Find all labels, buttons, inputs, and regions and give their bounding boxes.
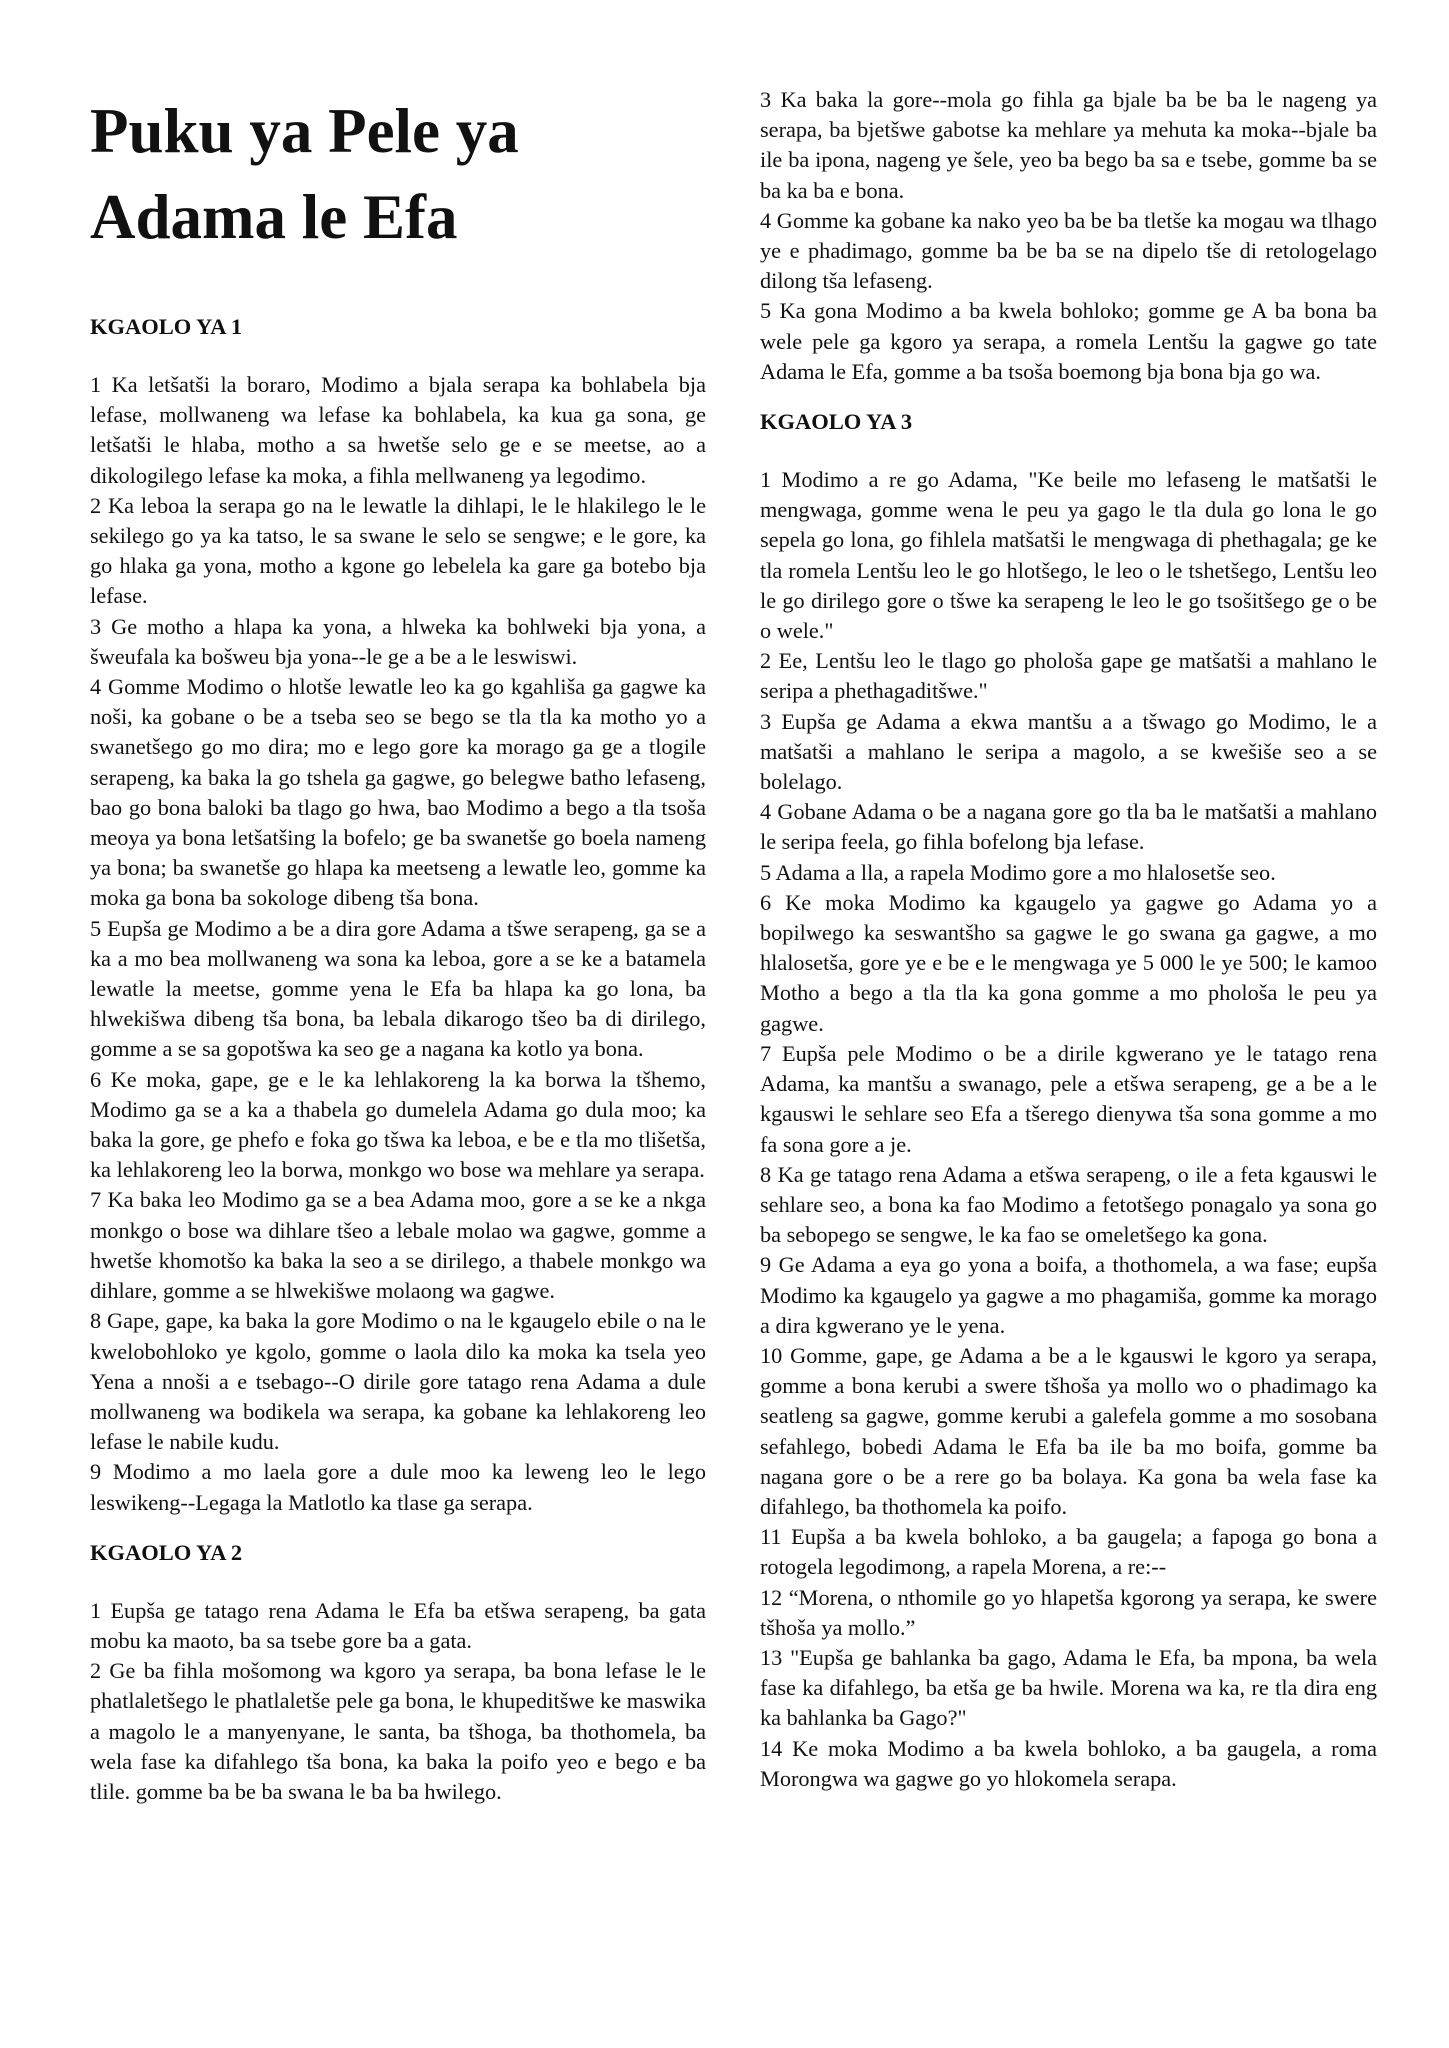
verse-1-8: 8 Gape, gape, ka baka la gore Modimo o na le kgaugelo ebile o na le kwelobohloko ye kgolo, gomme o laola dilo ka moka ka tsela yeo Yena a nnoši a e tsebago--O dirile gore tatago rena Adama a dule mollwaneng wa bodikela wa serapa, ka gobane ka lehlakoreng leo lefase le nabile kudu. [90,1308,706,1455]
verse-2-5: 5 Ka gona Modimo a ba kwela bohloko; gomme ge A ba bona ba wele pele ga kgoro ya serapa, a romela Lentšu la gagwe go tate Adama le Efa, gomme a ba tsoša boemong bja bona bja go wa. [760,298,1377,384]
verse-3-6: 6 Ke moka Modimo ka kgaugelo ya gagwe go Adama yo a bopilwego ka seswantšho sa gagwe le go swana ga gagwe, a mo hlalosetša, gore ye e be e le mengwaga ye 5 000 le ye 500; le kamoo Motho a bego a tla tla ka gona gomme a mo phološa le peu ya gagwe. [760,889,1377,1036]
chapter-2-body-part1 [90,1596,706,1807]
chapter-1-heading: KGAOLO YA 1 [90,314,243,339]
verse-3-13: 13 "Eupša ge bahlanka ba gago, Adama le Efa, ba mpona, ba wela fase ka difahlego, ba etša ge ba hwile. Morena wa ka, re tla dira eng ka bahlanka ba Gago?" [760,1644,1377,1731]
document-title: Puku ya Pele ya Adama le Efa [90,96,519,252]
verse-1-9: 9 Modimo a mo laela gore a dule moo ka leweng leo le lego leswikeng--Legaga la Matlotlo ka tlase ga serapa. [90,1459,706,1515]
verse-1-5: 5 Eupša ge Modimo a be a dira gore Adama a tšwe serapeng, ga se a ka a mo bea mollwaneng wa sona ka leboa, gore a se ke a batamela lewatle la meetse, gomme yena le Efa ba hlapa ka go lona, ba hlwekišwa dibeng tša bona, ba lebala dikarogo tšeo ba di dirilego, gomme a se sa gopotšwa ka seo ge a nagana ka kotlo ya bona. [90,915,706,1062]
verse-3-11: 11 Eupša a ba kwela bohloko, a ba gaugela; a fapoga go bona a rotogela legodimong, a rapela Morena, a re:-- [760,1524,1377,1580]
chapter-2-body-part2 [760,0,1377,387]
verse-3-10: 10 Gomme, gape, ge Adama a be a le kgauswi le kgoro ya serapa, gomme a bona kerubi a swere tšhoša ya mollo wo o phadimago ka seatleng sa gagwe, gomme kerubi a galefela gomme a mo sosobana sefahlego, bobedi Adama le Efa ba ile ba mo boifa, gomme ba nagana gore o be a rere go ba bolaya. Ka gona ba wela fase ka difahlego, ba thothomela ka poifo. [760,1342,1377,1519]
verse-1-3: 3 Ge motho a hlapa ka yona, a hlweka ka bohlweki bja yona, a šweufala ka bošweu bja yona--le ge a be a le leswiswi. [90,613,706,669]
verse-3-12: 12 “Morena, o nthomile go yo hlapetša kgorong ya serapa, ke swere tšhoša ya mollo.” [760,1584,1377,1640]
left-column [90,0,706,1807]
verse-3-9: 9 Ge Adama a eya go yona a boifa, a thothomela, a wa fase; eupša Modimo ka kgaugelo ya gagwe a mo phagamiša, gomme ka morago a dira kgwerano ye le yena. [760,1252,1377,1338]
verse-2-1: 1 Eupša ge tatago rena Adama le Efa ba etšwa serapeng, ba gata mobu ka maoto, ba sa tsebe gore ba a gata. [90,1597,706,1653]
verse-3-4: 4 Gobane Adama o be a nagana gore go tla ba le matšatši a mahlano le seripa feela, go fihla bofelong bja lefase. [760,799,1377,855]
chapter-3-body [760,465,1377,1794]
verse-1-4: 4 Gomme Modimo o hlotše lewatle leo ka go kgahliša ga gagwe ka noši, ka gobane o be a tseba seo se bego se tla tla ka motho yo a swanetšego go mo dira; mo e lego gore ka morago ga ge a tlogile serapeng, ka baka la go tshela ga gagwe, go belegwe batho lefaseng, bao go bona baloki ba tlago go hwa, bao Modimo a bego a tla tsoša meoya ya bona letšatšing la bofelo; ge ba swanetše go boela nameng ya bona; ba swanetše go hlapa ka meetseng a lewatle leo, gomme ka moka ga bona ba sokologe dibeng tša bona. [90,674,706,911]
verse-3-7: 7 Eupša pele Modimo o be a dirile kgwerano ye le tatago rena Adama, ka mantšu a swanago, pele a etšwa serapeng, ge a be a le kgauswi le sehlare seo Efa a tšerego dienywa tša sona gomme a mo fa sona gore a je. [760,1040,1377,1157]
verse-3-2: 2 Ee, Lentšu leo le tlago go phološa gape ge matšatši a mahlano le seripa a phethagaditšwe." [760,648,1377,704]
chapter-2-heading: KGAOLO YA 2 [90,1539,243,1565]
verse-1-2: 2 Ka leboa la serapa go na le lewatle la dihlapi, le le hlakilego le le sekilego go ya ka tatso, le sa swane le selo se sengwe; e le gore, ka go hlaka ga yona, motho a kgone go lebelela ka gare ga botebo bja lefase. [90,492,706,609]
verse-1-7: 7 Ka baka leo Modimo ga se a bea Adama moo, gore a se ke a nkga monkgo o bose wa dihlare tšeo a lebale molao wa gagwe, gomme a hwetše khomotšo ka baka la seo a se dirilego, a thabele monkgo wa dihlare, gomme a se hlwekišwe molaong wa gagwe. [90,1187,706,1304]
verse-3-14: 14 Ke moka Modimo a ba kwela bohloko, a ba gaugela, a roma Morongwa wa gagwe go yo hlokomela serapa. [760,1735,1377,1791]
verse-3-1: 1 Modimo a re go Adama, "Ke beile mo lefaseng le matšatši le mengwaga, gomme wena le peu ya gago le tla dula go lona le go sepela go lona, go fihlela matšatši le mengwaga di phethagala; ge ke tla romela Lentšu leo le go hlotšego, le leo o le tshetšego, Lentšu leo le go dirilego gore o tšwe ka serapeng le leo le go tsošitšego ge o be o wele." [760,467,1377,644]
right-column [760,0,1377,1794]
verse-1-1: 1 Ka letšatši la boraro, Modimo a bjala serapa ka bohlabela bja lefase, mollwaneng wa lefase ka bohlabela, ka kua ga sona, ge letšatši le hlaba, motho a sa hwetše selo ge e se meetse, ao a dikologilego lefase ka moka, a fihla mellwaneng ya legodimo. [90,372,706,488]
verse-2-3: 3 Ka baka la gore--mola go fihla ga bjale ba be ba le nageng ya serapa, ba bjetšwe gabotse ka mehlare ya mehuta ka moka--bjale ba ile ba ipona, nageng ye šele, yeo ba bego ba sa e tsebe, gomme ba se ba ka ba e bona. [760,87,1377,203]
verse-3-8: 8 Ka ge tatago rena Adama a etšwa serapeng, o ile a feta kgauswi le sehlare seo, a bona ka fao Modimo a fetotšego ponagalo ya sona go ba sebopego se sengwe, le ka fao se omeletšego ka gona. [760,1161,1377,1248]
chapter-1-body [90,370,706,1518]
verse-2-2: 2 Ge ba fihla mošomong wa kgoro ya serapa, ba bona lefase le le phatlaletšego le phatlaletše pele ga bona, le khupeditšwe ke maswika a magolo le a manyenyane, le santa, ba tšhoga, ba thothomela, ba wela fase ka difahlego tša bona, ka baka la poifo yeo e bego e ba tlile. gomme ba be ba swana le ba ba hwilego. [90,1658,706,1804]
verse-3-3: 3 Eupša ge Adama a ekwa mantšu a a tšwago go Modimo, le a matšatši a mahlano le seripa a magolo, a se kwešiše seo a se bolelago. [760,708,1377,795]
chapter-3-heading: KGAOLO YA 3 [760,409,913,435]
verse-1-6: 6 Ke moka, gape, ge e le ka lehlakoreng la ka borwa la tšhemo, Modimo ga se a ka a thabela go dumelela Adama go dula moo; ka baka la gore, ge phefo e foka go tšwa ka leboa, e be e tla mo tlišetša, ka lehlakoreng leo la borwa, monkgo wo bose wa mehlare ya serapa. [90,1066,706,1183]
verse-2-4: 4 Gomme ka gobane ka nako yeo ba be ba tletše ka mogau wa tlhago ye e phadimago, gomme ba be ba se na dipelo tše di retologelago dilong tša lefaseng. [760,207,1377,294]
verse-3-5: 5 Adama a lla, a rapela Modimo gore a mo hlalosetše seo. [760,859,1276,885]
